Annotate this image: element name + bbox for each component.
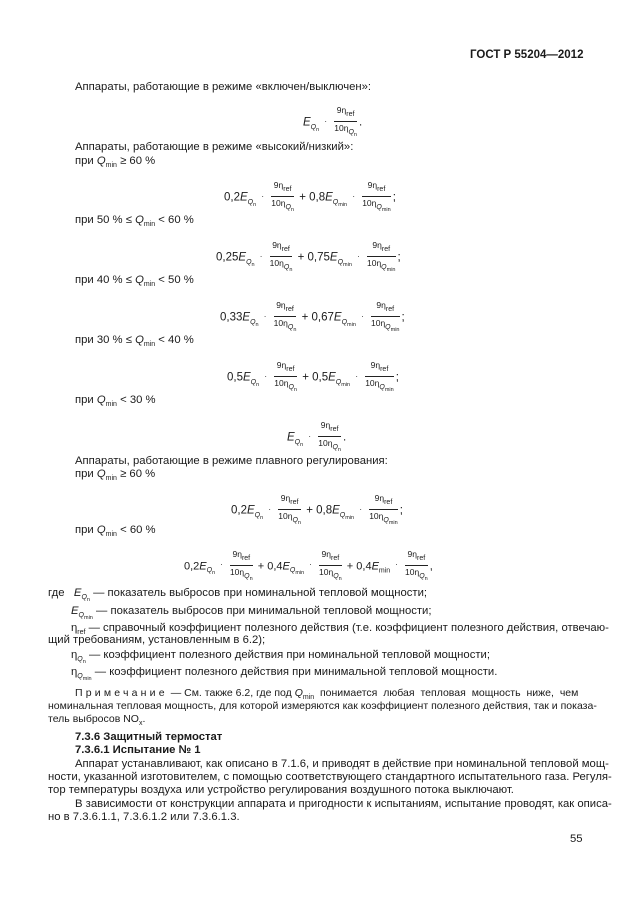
subsection-heading: 7.3.6.1 Испытание № 1 bbox=[75, 744, 201, 756]
definition-2: $E_{Q_{min}}$ — показатель выбросов при минимальной тепловой мощности; bbox=[71, 605, 432, 621]
condition-2: при 50 % ≤ $Q_{min} < 60$ % bbox=[75, 214, 194, 228]
formula-5: $E_{Q_n}$ · $\frac{9\eta_{ref}}{10\eta_{Q_n}}$ . bbox=[287, 420, 347, 453]
note-line-1: Примечание — См. также 6.2, где под $Q_{min}$ понимается любая тепловая мощность ниже, чем bbox=[75, 687, 579, 701]
formula-1: $0,2E_{Q_n}$ · $\frac{9\eta_{ref}}{10\eta_{Q_n}}$ + $0,8E_{Q_{min}}$ · $\frac{9\eta_{ref}}{10\eta_{Q_{min}}}$ ; bbox=[224, 180, 396, 213]
condition-5: при $Q_{min} < 30$ % bbox=[75, 394, 156, 408]
note-line-2: номинальная тепловая мощность, для которой измеряются как коэффициент полезного действия, так и показа- bbox=[48, 700, 597, 712]
note-line-3: тель выбросов $NO_x$. bbox=[48, 713, 146, 727]
condition-4: при 30 % ≤ $Q_{min} < 40$ % bbox=[75, 334, 194, 348]
section-on-off: Аппараты, работающие в режиме «включен/выключен»: bbox=[75, 81, 372, 93]
definition-3-cont: щий требованиям, установленным в 6.2); bbox=[48, 634, 266, 646]
section-modulating: Аппараты, работающие в режиме плавного регулирования: bbox=[75, 455, 388, 467]
section-heading: 7.3.6 Защитный термостат bbox=[75, 731, 223, 743]
standard-header: ГОСТ Р 55204—2012 bbox=[470, 49, 584, 61]
formula-on-off: $E_{Q_n}$ · $\frac{9\eta_{ref}}{10\eta_{Q_n}}$ . bbox=[303, 105, 363, 138]
definition-5: $\eta_{Q_{min}}$ — коэффициент полезного действия при минимальной тепловой мощности. bbox=[71, 666, 498, 682]
condition-1: при $Q_{min} \ge 60$ % bbox=[75, 155, 156, 169]
paragraph-1-line-2: ности, указанной изготовителем, с помощью соответствующего стандартного испытательного газа. Регуля- bbox=[48, 771, 612, 783]
formula-3: $0,33E_{Q_n}$ · $\frac{9\eta_{ref}}{10\eta_{Q_n}}$ + $0,67E_{Q_{min}}$ · $\frac{9\eta_{ref}}{10\eta_{Q_{min}}}$ ; bbox=[220, 300, 405, 333]
paragraph-2-line-1: В зависимости от конструкции аппарата и пригодности к испытаниям, испытание проводят, как описа- bbox=[75, 798, 612, 810]
definition-1: где $E_{Q_n}$ — показатель выбросов при номинальной тепловой мощности; bbox=[48, 587, 428, 603]
definition-4: $\eta_{Q_n}$ — коэффициент полезного действия при номинальной тепловой мощности; bbox=[71, 649, 490, 665]
paragraph-1-line-1: Аппарат устанавливают, как описано в 7.1.6, и приводят в действие при номинальной тепловой мощ- bbox=[75, 758, 609, 770]
paragraph-2-line-2: но в 7.3.6.1.1, 7.3.6.1.2 или 7.3.6.1.3. bbox=[48, 811, 240, 823]
paragraph-1-line-3: тор температуры воздуха или устройство регулирования воздушного потока выключают. bbox=[48, 784, 514, 796]
page-number: 55 bbox=[570, 833, 583, 845]
formula-7: $0,2E_{Q_n}$ · $\frac{9\eta_{ref}}{10\eta_{Q_n}}$ + $0,4E_{Q_{min}}$ · $\frac{9\eta_{ref}}{10\eta_{Q_n}}$ + $0,4E_{min}$ · $\frac{9\eta_{ref}}{10\eta_{Q_n}}$ , bbox=[184, 549, 433, 582]
condition-7: при $Q_{min} < 60$ % bbox=[75, 524, 156, 538]
section-high-low: Аппараты, работающие в режиме «высокий/низкий»: bbox=[75, 141, 354, 153]
condition-3: при 40 % ≤ $Q_{min} < 50$ % bbox=[75, 274, 194, 288]
formula-4: $0,5E_{Q_n}$ · $\frac{9\eta_{ref}}{10\eta_{Q_n}}$ + $0,5E_{Q_{min}}$ · $\frac{9\eta_{ref}}{10\eta_{Q_{min}}}$ ; bbox=[227, 360, 399, 393]
condition-6: при $Q_{min} \ge 60$ % bbox=[75, 468, 156, 482]
formula-2: $0,25E_{Q_n}$ · $\frac{9\eta_{ref}}{10\eta_{Q_n}}$ + $0,75E_{Q_{min}}$ · $\frac{9\eta_{ref}}{10\eta_{Q_{min}}}$ ; bbox=[216, 240, 401, 273]
formula-6: $0,2E_{Q_n}$ · $\frac{9\eta_{ref}}{10\eta_{Q_n}}$ + $0,8E_{Q_{min}}$ · $\frac{9\eta_{ref}}{10\eta_{Q_{min}}}$ ; bbox=[231, 493, 403, 526]
definition-3: $\eta_{ref}$ — справочный коэффициент полезного действия (т.е. коэффициент полезного действия, отвечаю- bbox=[71, 622, 609, 636]
